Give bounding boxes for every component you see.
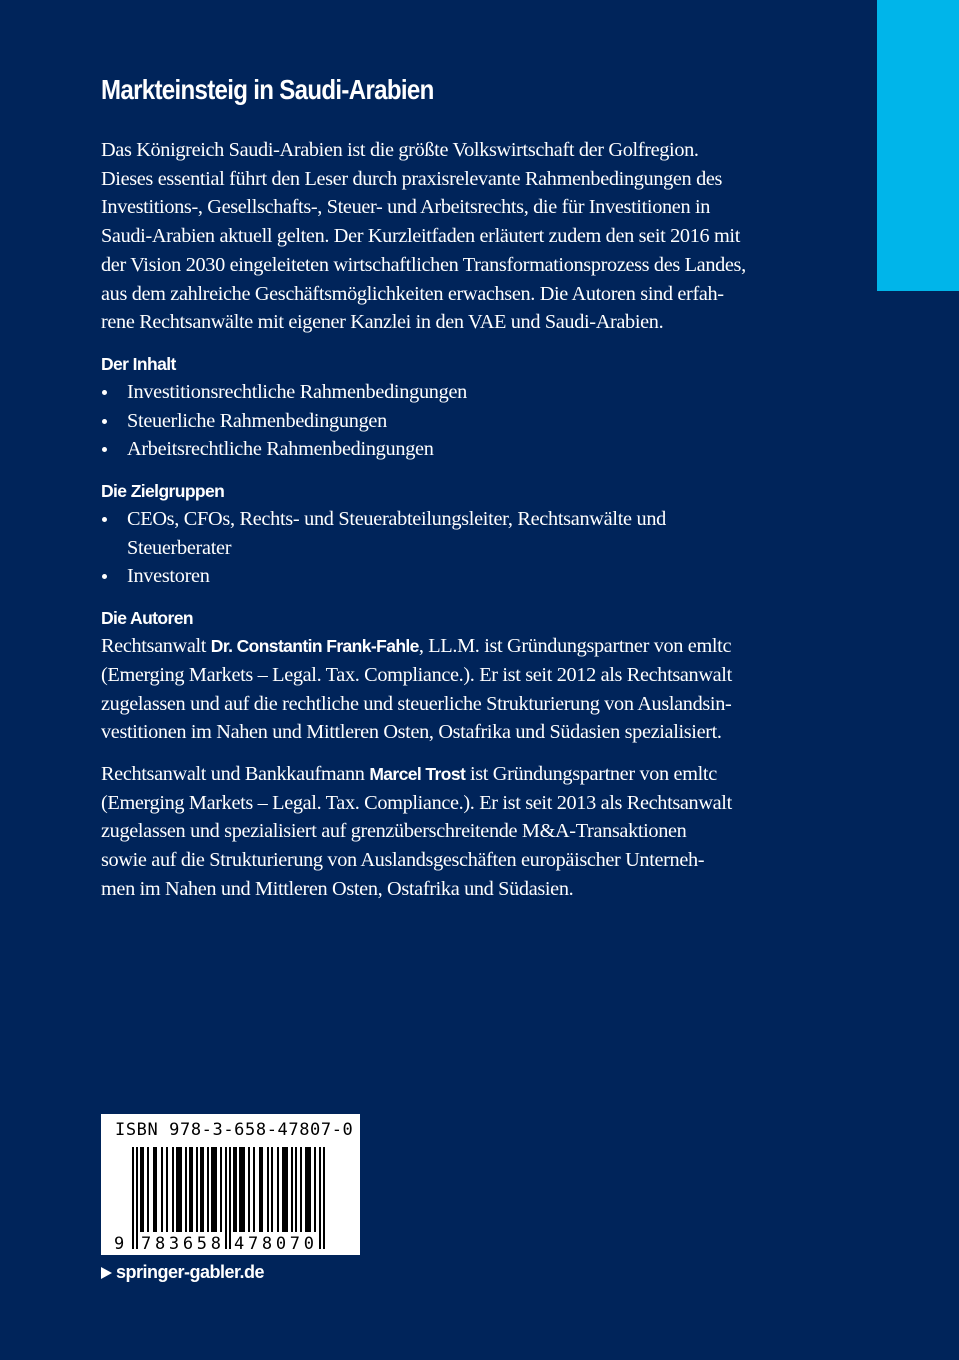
barcode-icon <box>101 1114 360 1255</box>
barcode-digits-left: 783658 <box>141 1234 221 1254</box>
list-item: Arbeitsrechtliche Rahmenbedingungen <box>101 435 821 464</box>
author-name: Dr. Constantin Frank-Fahle <box>210 636 419 657</box>
section-inhalt <box>101 350 821 464</box>
publisher-url[interactable]: springer-gabler.de <box>116 1262 265 1282</box>
section-zielgruppen <box>101 477 821 591</box>
bullet-icon <box>102 517 107 522</box>
author-bio-2: Rechtsanwalt und Bankkaufmann Marcel Trost ist Gründungspartner von emltc (Emerging Markets – Legal. Tax. Compliance.). Er ist seit 2013 als Rechtsanwalt zugelassen und spezialisiert auf grenzüberschreitende M&A-Transaktionen sowie auf die Strukturierung von Auslandsgeschäften europäischer Unterneh- men im Nahen und Mittleren Osten, Ostafrika und Südasien. <box>101 762 732 900</box>
intro-line: aus dem zahlreiche Geschäftsmöglichkeiten erwachsen. Die Autoren sind erfah- <box>101 282 724 305</box>
list-item: Investoren <box>101 562 821 591</box>
barcode-digit-first: 9 <box>114 1234 125 1254</box>
intro-line: Investitions-, Gesellschafts-, Steuer- und Arbeitsrechts, die für Investitionen in <box>101 196 711 219</box>
section-heading: Die Autoren <box>101 608 193 629</box>
bullet-icon <box>102 574 107 579</box>
author-name: Marcel Trost <box>369 763 466 784</box>
back-cover-content <box>101 70 821 903</box>
intro-text <box>101 136 821 337</box>
publisher-link[interactable] <box>101 1262 264 1283</box>
book-title: Markteinsteig in Saudi-Arabien <box>101 74 434 105</box>
intro-line: Das Königreich Saudi-Arabien ist die größte Volkswirtschaft der Golfregion. <box>101 139 699 161</box>
accent-bar <box>877 0 959 291</box>
section-autoren <box>101 604 821 903</box>
intro-line: Dieses essential führt den Leser durch praxisrelevante Rahmenbedingungen des <box>101 167 723 190</box>
intro-line: der Vision 2030 eingeleiteten wirtschaftlichen Transformationsprozess des Landes, <box>101 253 746 276</box>
author-bio-1: Rechtsanwalt Dr. Constantin Frank-Fahle, LL.M. ist Gründungspartner von emltc (Emerging Markets – Legal. Tax. Compliance.). Er ist seit 2012 als Rechtsanwalt zugelassen und auf die rechtliche und steuerliche Strukturierung von Auslandsin- vestitionen im Nahen und Mittleren Osten, Ostafrika und Südasien spezialisiert. <box>101 635 732 744</box>
list-item: Investitionsrechtliche Rahmenbedingungen <box>101 378 821 407</box>
inhalt-list <box>101 378 821 464</box>
barcode-digits-right: 478070 <box>234 1234 314 1254</box>
section-heading: Der Inhalt <box>101 353 176 374</box>
arrow-right-icon <box>101 1267 112 1279</box>
isbn-barcode <box>101 1114 360 1255</box>
bullet-icon <box>102 447 107 452</box>
isbn-label: ISBN 978-3-658-47807-0 <box>115 1120 354 1140</box>
bullet-icon <box>102 419 107 424</box>
section-heading: Die Zielgruppen <box>101 481 225 502</box>
intro-line: rene Rechtsanwälte mit eigener Kanzlei in den VAE und Saudi-Arabien. <box>101 311 664 334</box>
list-item: Steuerliche Rahmenbedingungen <box>101 407 821 436</box>
bullet-icon <box>102 390 107 395</box>
list-item: CEOs, CFOs, Rechts- und Steuerabteilungsleiter, Rechtsanwälte und Steuerberater <box>101 505 821 562</box>
intro-line: Saudi-Arabien aktuell gelten. Der Kurzleitfaden erläutert zudem den seit 2016 mit <box>101 225 741 248</box>
zielgruppen-list <box>101 505 821 591</box>
